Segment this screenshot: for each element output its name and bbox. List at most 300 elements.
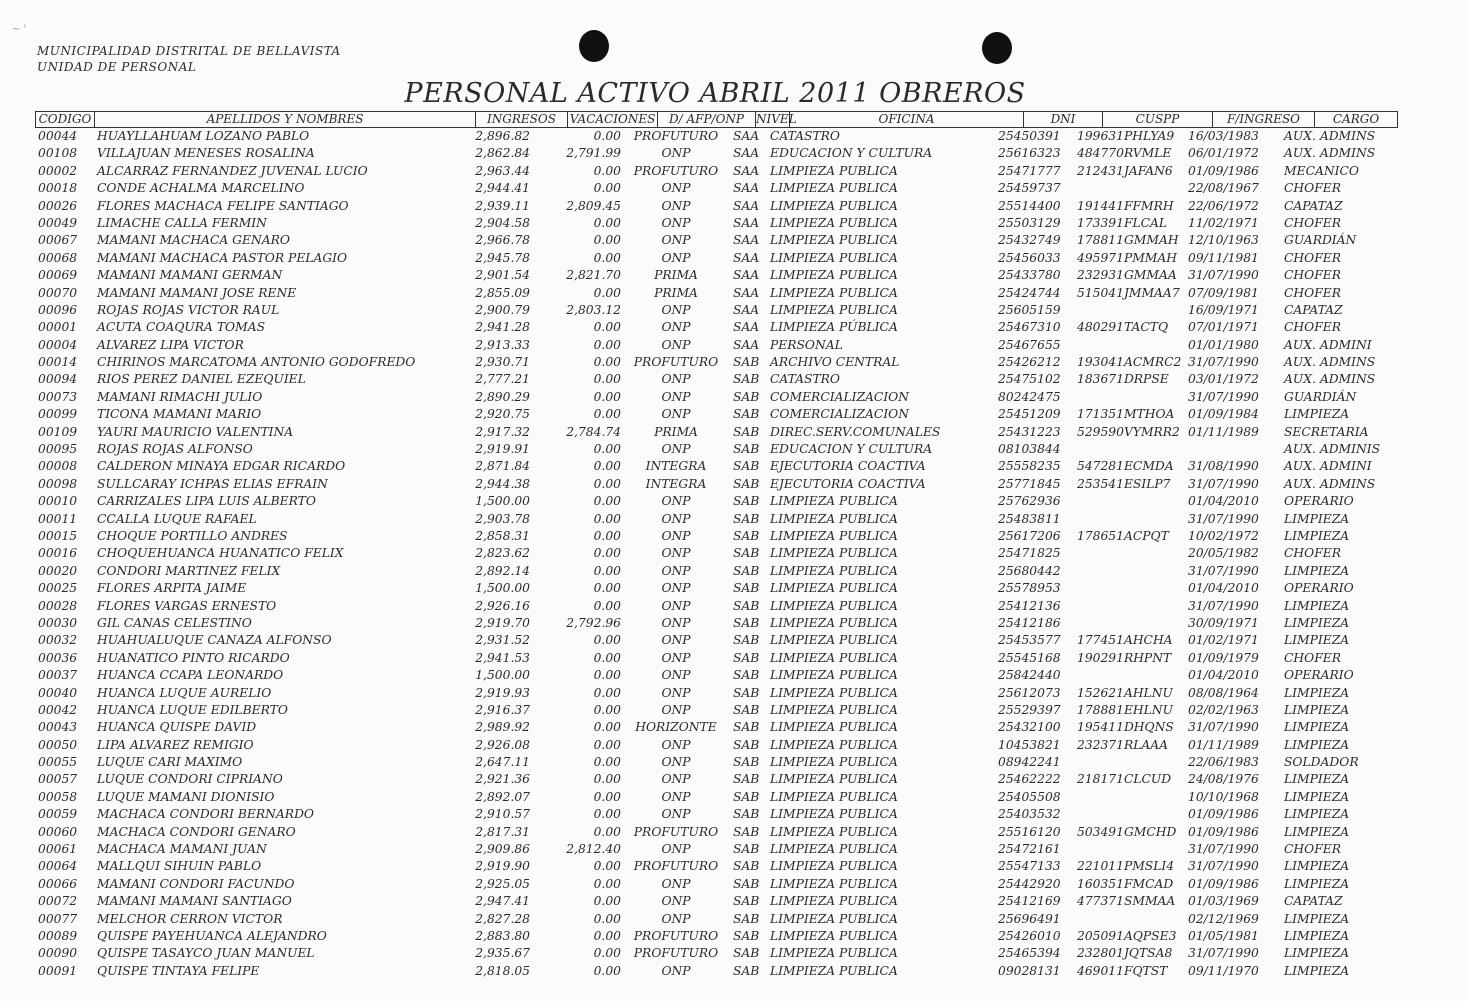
cell-ingresos: 2,935.67 (475, 946, 530, 961)
cell-apellidos-nombres: ALVAREZ LIPA VICTOR (97, 337, 244, 352)
cell-vacaciones: 0.00 (593, 963, 621, 978)
cell-afp-onp: ONP (661, 755, 691, 770)
cell-codigo: 00060 (38, 824, 78, 839)
cell-cuspp: 232371RLAAA (1077, 737, 1169, 752)
cell-oficina: LIMPIEZA PUBLICA (770, 302, 898, 317)
cell-oficina: LIMPIEZA PUBLICA (770, 842, 898, 857)
cell-fecha-ingreso: 22/06/1972 (1188, 198, 1259, 213)
cell-dni: 25529397 (998, 702, 1061, 717)
cell-dni: 25426212 (998, 355, 1061, 370)
col-dni: DNI (1024, 112, 1103, 127)
cell-cargo: LIMPIEZA (1284, 598, 1350, 613)
cell-codigo: 00050 (38, 737, 78, 752)
cell-afp-onp: ONP (661, 876, 691, 891)
cell-dni: 25412186 (998, 615, 1061, 630)
cell-fecha-ingreso: 01/11/1989 (1188, 424, 1259, 439)
municipality-name: MUNICIPALIDAD DISTRITAL DE BELLAVISTA (37, 44, 341, 58)
cell-cargo: SECRETARIA (1284, 424, 1369, 439)
cell-apellidos-nombres: FLORES ARPITA JAIME (97, 581, 247, 596)
cell-nivel: SAB (733, 824, 760, 839)
cell-apellidos-nombres: MACHACA CONDORI BERNARDO (97, 807, 315, 822)
cell-oficina: LIMPIEZA PUBLICA (770, 511, 898, 526)
cell-vacaciones: 0.00 (593, 737, 621, 752)
cell-oficina: LIMPIEZA PUBLICA (770, 598, 898, 613)
cell-afp-onp: PROFUTURO (633, 355, 719, 370)
cell-nivel: SAB (733, 894, 760, 909)
cell-dni: 25431223 (998, 424, 1061, 439)
cell-fecha-ingreso: 09/11/1970 (1188, 963, 1259, 978)
cell-ingresos: 2,919.91 (475, 442, 530, 457)
cell-fecha-ingreso: 30/09/1971 (1188, 615, 1259, 630)
cell-oficina: EJECUTORIA COACTIVA (770, 459, 926, 474)
cell-ingresos: 2,900.79 (475, 302, 530, 317)
cell-fecha-ingreso: 03/01/1972 (1188, 372, 1259, 387)
cell-dni: 10453821 (998, 737, 1061, 752)
cell-oficina: LIMPIEZA PUBLICA (770, 268, 898, 283)
col-nivel: NIVEL (756, 112, 797, 126)
cell-cuspp: 221011PMSLI4 (1077, 859, 1175, 874)
cell-vacaciones: 2,803.12 (566, 302, 621, 317)
cell-cargo: LIMPIEZA (1284, 685, 1350, 700)
cell-fecha-ingreso: 31/08/1990 (1188, 459, 1259, 474)
cell-ingresos: 2,944.41 (475, 181, 530, 196)
cell-cargo: LIMPIEZA (1284, 928, 1350, 943)
cell-oficina: EJECUTORIA COACTIVA (770, 476, 926, 491)
cell-codigo: 00067 (38, 233, 78, 248)
cell-ingresos: 2,966.78 (475, 233, 530, 248)
cell-codigo: 00015 (38, 528, 78, 543)
cell-dni: 25456033 (998, 250, 1061, 265)
cell-oficina: LIMPIEZA PUBLICA (770, 737, 898, 752)
cell-codigo: 00095 (38, 442, 78, 457)
col-cargo: CARGO (1332, 112, 1380, 126)
cell-vacaciones: 0.00 (593, 911, 621, 926)
table-row (0, 858, 1467, 875)
table-row (0, 632, 1467, 649)
cell-vacaciones: 0.00 (593, 581, 621, 596)
cell-fecha-ingreso: 01/09/1986 (1188, 807, 1259, 822)
cell-apellidos-nombres: HUAYLLAHUAM LOZANO PABLO (97, 129, 310, 143)
table-row (0, 198, 1467, 215)
cell-nivel: SAA (733, 233, 760, 248)
cell-cuspp: 480291TACTQ (1077, 320, 1169, 335)
cell-nivel: SAB (733, 963, 760, 978)
cell-vacaciones: 0.00 (593, 355, 621, 370)
cell-codigo: 00043 (38, 720, 78, 735)
cell-cargo: CHOFER (1284, 268, 1341, 283)
cell-dni: 25442920 (998, 876, 1061, 891)
cell-codigo: 00070 (38, 285, 78, 300)
cell-ingresos: 2,909.86 (475, 842, 530, 857)
cell-cuspp: 253541ESILP7 (1077, 476, 1171, 491)
cell-afp-onp: ONP (661, 511, 691, 526)
table-row (0, 893, 1467, 910)
cell-fecha-ingreso: 01/04/2010 (1188, 581, 1259, 596)
col-nombres: APELLIDOS Y NOMBRES (95, 112, 476, 127)
cell-apellidos-nombres: CHOQUE PORTILLO ANDRES (97, 528, 288, 543)
cell-codigo: 00073 (38, 389, 78, 404)
cell-codigo: 00042 (38, 702, 78, 717)
table-row (0, 771, 1467, 788)
table-row (0, 180, 1467, 197)
cell-ingresos: 1,500.00 (475, 494, 530, 509)
cell-nivel: SAB (733, 911, 760, 926)
cell-ingresos: 2,823.62 (475, 546, 530, 561)
cell-dni: 25433780 (998, 268, 1061, 283)
cell-afp-onp: ONP (661, 563, 691, 578)
cell-apellidos-nombres: MELCHOR CERRON VICTOR (97, 911, 283, 926)
cell-ingresos: 2,855.09 (475, 285, 530, 300)
cell-fecha-ingreso: 16/03/1983 (1188, 129, 1259, 143)
cell-cargo: CAPATAZ (1284, 198, 1343, 213)
cell-afp-onp: ONP (661, 668, 691, 683)
cell-ingresos: 2,989.92 (475, 720, 530, 735)
cell-nivel: SAA (733, 163, 760, 178)
cell-nivel: SAB (733, 633, 760, 648)
cell-ingresos: 2,947.41 (475, 894, 530, 909)
cell-dni: 25503129 (998, 215, 1061, 230)
cell-fecha-ingreso: 09/11/1981 (1188, 250, 1259, 265)
cell-cargo: LIMPIEZA (1284, 772, 1350, 787)
col-cuspp: CUSPP (1103, 112, 1213, 127)
cell-oficina: LIMPIEZA PUBLICA (770, 615, 898, 630)
cell-dni: 25762936 (998, 494, 1061, 509)
cell-apellidos-nombres: HUANATICO PINTO RICARDO (97, 650, 290, 665)
cell-fecha-ingreso: 01/02/1971 (1188, 633, 1259, 648)
cell-afp-onp: ONP (661, 842, 691, 857)
cell-codigo: 00004 (38, 337, 78, 352)
unit-name: UNIDAD DE PERSONAL (37, 60, 197, 74)
cell-fecha-ingreso: 16/09/1971 (1188, 302, 1259, 317)
cell-nivel: SAB (733, 859, 760, 874)
cell-codigo: 00064 (38, 859, 78, 874)
cell-dni: 25453577 (998, 633, 1061, 648)
cell-cargo: CHOFER (1284, 546, 1341, 561)
cell-vacaciones: 0.00 (593, 389, 621, 404)
table-row (0, 911, 1467, 928)
cell-apellidos-nombres: FLORES MACHACA FELIPE SANTIAGO (97, 198, 349, 213)
cell-codigo: 00037 (38, 668, 78, 683)
cell-vacaciones: 2,791.99 (566, 146, 621, 161)
cell-apellidos-nombres: ROJAS ROJAS VICTOR RAUL (97, 302, 280, 317)
cell-nivel: SAB (733, 459, 760, 474)
cell-vacaciones: 0.00 (593, 407, 621, 422)
cell-dni: 25617206 (998, 528, 1061, 543)
cell-fecha-ingreso: 01/04/2010 (1188, 668, 1259, 683)
cell-cuspp: 199631PHLYA9 (1077, 129, 1175, 143)
cell-dni: 08103844 (998, 442, 1061, 457)
cell-vacaciones: 0.00 (593, 563, 621, 578)
cell-vacaciones: 2,812.40 (566, 842, 621, 857)
cell-afp-onp: PROFUTURO (633, 928, 719, 943)
cell-cuspp: 232801JQTSA8 (1077, 946, 1173, 961)
cell-nivel: SAA (733, 320, 760, 335)
table-row (0, 563, 1467, 580)
cell-fecha-ingreso: 01/05/1981 (1188, 928, 1259, 943)
cell-vacaciones: 0.00 (593, 650, 621, 665)
cell-afp-onp: PROFUTURO (633, 859, 719, 874)
cell-vacaciones: 0.00 (593, 337, 621, 352)
cell-apellidos-nombres: HUAHUALUQUE CANAZA ALFONSO (97, 633, 332, 648)
cell-afp-onp: ONP (661, 807, 691, 822)
cell-codigo: 00108 (38, 146, 78, 161)
table-row (0, 719, 1467, 736)
cell-codigo: 00030 (38, 615, 78, 630)
cell-oficina: LIMPIEZA PUBLICA (770, 876, 898, 891)
cell-cargo: LIMPIEZA (1284, 633, 1350, 648)
cell-oficina: COMERCIALIZACION (770, 407, 910, 422)
table-row (0, 267, 1467, 284)
cell-apellidos-nombres: RIOS PEREZ DANIEL EZEQUIEL (97, 372, 306, 387)
cell-cargo: LIMPIEZA (1284, 511, 1350, 526)
cell-cargo: CHOFER (1284, 842, 1341, 857)
cell-nivel: SAA (733, 129, 760, 143)
cell-codigo: 00061 (38, 842, 78, 857)
table-header (35, 111, 1398, 128)
cell-codigo: 00090 (38, 946, 78, 961)
cell-ingresos: 2,883.80 (475, 928, 530, 943)
cell-cuspp: 152621AHLNU (1077, 685, 1173, 700)
cell-nivel: SAA (733, 302, 760, 317)
cell-nivel: SAB (733, 511, 760, 526)
cell-dni: 25465394 (998, 946, 1061, 961)
cell-apellidos-nombres: MAMANI CONDORI FACUNDO (97, 876, 295, 891)
cell-nivel: SAB (733, 372, 760, 387)
cell-cuspp: 177451AHCHA (1077, 633, 1173, 648)
cell-vacaciones: 0.00 (593, 685, 621, 700)
cell-ingresos: 2,919.93 (475, 685, 530, 700)
cell-dni: 25412136 (998, 598, 1061, 613)
document-header (37, 43, 341, 75)
table-row (0, 302, 1467, 319)
col-oficina: OFICINA (790, 112, 1024, 127)
table-row (0, 702, 1467, 719)
cell-cargo: OPERARIO (1284, 668, 1354, 683)
cell-codigo: 00077 (38, 911, 78, 926)
cell-nivel: SAB (733, 842, 760, 857)
cell-vacaciones: 0.00 (593, 928, 621, 943)
cell-apellidos-nombres: ROJAS ROJAS ALFONSO (97, 442, 253, 457)
cell-ingresos: 2,945.78 (475, 250, 530, 265)
cell-fecha-ingreso: 07/01/1971 (1188, 320, 1259, 335)
cell-afp-onp: ONP (661, 215, 691, 230)
cell-nivel: SAB (733, 563, 760, 578)
cell-afp-onp: INTEGRA (645, 476, 707, 491)
cell-vacaciones: 0.00 (593, 668, 621, 683)
cell-afp-onp: ONP (661, 789, 691, 804)
cell-ingresos: 2,963.44 (475, 163, 530, 178)
cell-apellidos-nombres: TICONA MAMANI MARIO (97, 407, 262, 422)
cell-apellidos-nombres: QUISPE PAYEHUANCA ALEJANDRO (97, 928, 327, 943)
table-row (0, 963, 1467, 980)
table-row (0, 685, 1467, 702)
cell-apellidos-nombres: CARRIZALES LIPA LUIS ALBERTO (97, 494, 316, 509)
cell-cuspp: 193041ACMRC2 (1077, 355, 1182, 370)
cell-afp-onp: ONP (661, 233, 691, 248)
table-row (0, 493, 1467, 510)
cell-oficina: LIMPIEZA PUBLICA (770, 668, 898, 683)
table-row (0, 667, 1467, 684)
cell-afp-onp: ONP (661, 181, 691, 196)
cell-fecha-ingreso: 31/07/1990 (1188, 268, 1259, 283)
cell-afp-onp: ONP (661, 198, 691, 213)
cell-apellidos-nombres: GIL CANAS CELESTINO (97, 615, 252, 630)
cell-afp-onp: ONP (661, 442, 691, 457)
table-row (0, 598, 1467, 615)
cell-apellidos-nombres: HUANCA LUQUE AURELIO (97, 685, 272, 700)
cell-oficina: COMERCIALIZACION (770, 389, 910, 404)
cell-vacaciones: 0.00 (593, 528, 621, 543)
cell-oficina: DIREC.SERV.COMUNALES (770, 424, 941, 439)
cell-dni: 25545168 (998, 650, 1061, 665)
cell-vacaciones: 0.00 (593, 285, 621, 300)
cell-vacaciones: 0.00 (593, 476, 621, 491)
cell-cuspp: 503491GMCHD (1077, 824, 1177, 839)
cell-oficina: LIMPIEZA PUBLICA (770, 285, 898, 300)
cell-ingresos: 2,941.53 (475, 650, 530, 665)
cell-cargo: AUX. ADMINS (1284, 129, 1376, 143)
cell-dni: 25616323 (998, 146, 1061, 161)
cell-nivel: SAB (733, 946, 760, 961)
cell-dni: 25426010 (998, 928, 1061, 943)
col-ingresos: INGRESOS (476, 112, 568, 127)
cell-afp-onp: ONP (661, 633, 691, 648)
cell-cuspp: 484770RVMLE (1077, 146, 1172, 161)
cell-dni: 25475102 (998, 372, 1061, 387)
cell-vacaciones: 0.00 (593, 442, 621, 457)
cell-nivel: SAA (733, 146, 760, 161)
cell-oficina: CATASTRO (770, 372, 840, 387)
cell-dni: 25450391 (998, 129, 1061, 143)
cell-dni: 25483811 (998, 511, 1061, 526)
cell-cuspp: 173391FLCAL (1077, 215, 1168, 230)
cell-cargo: CHOFER (1284, 250, 1341, 265)
cell-vacaciones: 0.00 (593, 876, 621, 891)
cell-cuspp: 547281ECMDA (1077, 459, 1174, 474)
cell-dni: 25516120 (998, 824, 1061, 839)
cell-apellidos-nombres: LIMACHE CALLA FERMIN (97, 215, 267, 230)
cell-codigo: 00055 (38, 755, 78, 770)
cell-dni: 25405508 (998, 789, 1061, 804)
cell-codigo: 00010 (38, 494, 78, 509)
cell-afp-onp: ONP (661, 528, 691, 543)
cell-apellidos-nombres: CHIRINOS MARCATOMA ANTONIO GODOFREDO (97, 355, 416, 370)
cell-apellidos-nombres: LIPA ALVAREZ REMIGIO (97, 737, 254, 752)
cell-apellidos-nombres: CHOQUEHUANCA HUANATICO FELIX (97, 546, 344, 561)
cell-cargo: AUX. ADMINIS (1284, 442, 1381, 457)
cell-apellidos-nombres: MAMANI MACHACA PASTOR PELAGIO (97, 250, 348, 265)
table-row (0, 876, 1467, 893)
cell-vacaciones: 0.00 (593, 772, 621, 787)
cell-afp-onp: ONP (661, 302, 691, 317)
cell-oficina: LIMPIEZA PUBLICA (770, 494, 898, 509)
cell-codigo: 00057 (38, 772, 78, 787)
cell-fecha-ingreso: 31/07/1990 (1188, 946, 1259, 961)
cell-codigo: 00018 (38, 181, 78, 196)
cell-oficina: LIMPIEZA PUBLICA (770, 720, 898, 735)
cell-ingresos: 2,904.58 (475, 215, 530, 230)
cell-codigo: 00011 (38, 511, 78, 526)
cell-cargo: LIMPIEZA (1284, 859, 1350, 874)
table-row (0, 285, 1467, 302)
cell-cargo: MECANICO (1284, 163, 1359, 178)
cell-fecha-ingreso: 01/09/1986 (1188, 824, 1259, 839)
cell-ingresos: 2,913.33 (475, 337, 530, 352)
cell-ingresos: 2,896.82 (475, 129, 530, 143)
cell-oficina: LIMPIEZA PUBLICA (770, 233, 898, 248)
cell-nivel: SAB (733, 789, 760, 804)
cell-afp-onp: PRIMA (654, 285, 698, 300)
cell-oficina: ARCHIVO CENTRAL (770, 355, 900, 370)
cell-nivel: SAA (733, 198, 760, 213)
cell-afp-onp: PRIMA (654, 268, 698, 283)
cell-vacaciones: 2,792.96 (566, 615, 621, 630)
cell-oficina: LIMPIEZA PUBLICA (770, 633, 898, 648)
cell-fecha-ingreso: 31/07/1990 (1188, 842, 1259, 857)
cell-dni: 25472161 (998, 842, 1061, 857)
cell-oficina: LIMPIEZA PUBLICA (770, 685, 898, 700)
document-title: PERSONAL ACTIVO ABRIL 2011 OBREROS (404, 78, 1026, 109)
cell-dni: 25605159 (998, 302, 1061, 317)
cell-ingresos: 2,944.38 (475, 476, 530, 491)
cell-vacaciones: 0.00 (593, 181, 621, 196)
cell-oficina: LIMPIEZA PUBLICA (770, 181, 898, 196)
cell-ingresos: 2,919.90 (475, 859, 530, 874)
cell-codigo: 00032 (38, 633, 78, 648)
cell-oficina: LIMPIEZA PUBLICA (770, 789, 898, 804)
cell-dni: 25578953 (998, 581, 1061, 596)
cell-vacaciones: 0.00 (593, 129, 621, 143)
table-row (0, 371, 1467, 388)
cell-ingresos: 2,930.71 (475, 355, 530, 370)
cell-apellidos-nombres: MAMANI MAMANI GERMAN (97, 268, 283, 283)
cell-oficina: LIMPIEZA PUBLICA (770, 772, 898, 787)
cell-cuspp: 171351MTHOA (1077, 407, 1175, 422)
cell-fecha-ingreso: 01/09/1986 (1188, 876, 1259, 891)
cell-cargo: LIMPIEZA (1284, 807, 1350, 822)
cell-oficina: LIMPIEZA PUBLICA (770, 581, 898, 596)
cell-vacaciones: 2,809.45 (566, 198, 621, 213)
cell-dni: 25432100 (998, 720, 1061, 735)
cell-cuspp: 190291RHPNT (1077, 650, 1172, 665)
cell-nivel: SAB (733, 702, 760, 717)
cell-oficina: LIMPIEZA PUBLICA (770, 807, 898, 822)
cell-vacaciones: 0.00 (593, 511, 621, 526)
cell-oficina: LIMPIEZA PUBLICA (770, 163, 898, 178)
cell-cargo: LIMPIEZA (1284, 720, 1350, 735)
cell-fecha-ingreso: 31/07/1990 (1188, 720, 1259, 735)
cell-cargo: CHOFER (1284, 215, 1341, 230)
cell-cuspp: 178881EHLNU (1077, 702, 1173, 717)
cell-ingresos: 2,827.28 (475, 911, 530, 926)
cell-afp-onp: ONP (661, 389, 691, 404)
table-row (0, 511, 1467, 528)
cell-fecha-ingreso: 02/12/1969 (1188, 911, 1259, 926)
cell-apellidos-nombres: SULLCARAY ICHPAS ELIAS EFRAIN (97, 476, 328, 491)
cell-oficina: EDUCACION Y CULTURA (770, 442, 933, 457)
cell-cuspp: 469011FQTST (1077, 963, 1168, 978)
cell-fecha-ingreso: 01/04/2010 (1188, 494, 1259, 509)
table-row (0, 458, 1467, 475)
cell-codigo: 00025 (38, 581, 78, 596)
cell-oficina: LIMPIEZA PUBLICA (770, 250, 898, 265)
cell-ingresos: 2,892.07 (475, 789, 530, 804)
cell-afp-onp: PROFUTURO (633, 946, 719, 961)
cell-fecha-ingreso: 22/06/1983 (1188, 755, 1259, 770)
cell-afp-onp: ONP (661, 372, 691, 387)
table-row (0, 232, 1467, 249)
cell-oficina: PERSONAL (770, 337, 843, 352)
